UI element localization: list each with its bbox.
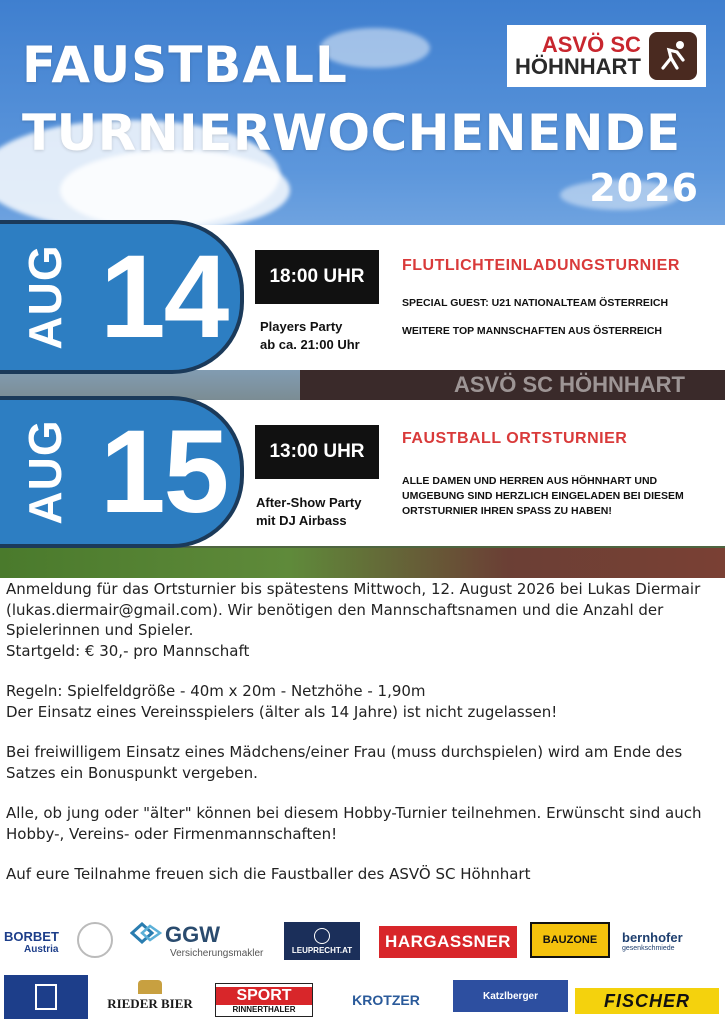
- info-club-player-rule: Der Einsatz eines Vereinsspielers (älter als 14 Jahre) ist nicht zugelassen!: [6, 702, 558, 721]
- sponsor-leuprecht: [284, 922, 360, 960]
- info-text: [6, 579, 721, 885]
- date-day-2: 15: [100, 406, 228, 538]
- date-month-1: AUG: [19, 244, 71, 350]
- title-line-2: TURNIERWOCHENENDE: [22, 104, 681, 162]
- date-pill-2: [0, 396, 244, 548]
- sponsor-leuprecht-name: LEUPRECHT.AT: [291, 945, 353, 955]
- sponsor-bernhofer-name: bernhofer: [622, 930, 683, 945]
- sponsor-borbet-name: BORBET: [4, 929, 59, 944]
- sponsor-bernhofer: [622, 924, 722, 958]
- event-party-1-line2: ab ca. 21:00 Uhr: [260, 337, 360, 353]
- sponsor-fischer: FISCHER: [575, 988, 719, 1014]
- sponsor-rieder: [104, 976, 196, 1016]
- event-1-detail-1: SPECIAL GUEST: U21 NATIONALTEAM ÖSTERREICH: [402, 297, 669, 309]
- event-time-1: 18:00 UHR: [255, 250, 379, 304]
- ggw-chevron-icon: [130, 922, 162, 944]
- sponsor-borbet-sub: Austria: [24, 944, 59, 955]
- date-month-2: AUG: [19, 419, 71, 525]
- sponsor-hargassner: HARGASSNER: [379, 926, 517, 958]
- event-year: 2026: [589, 166, 699, 210]
- event-party-2-line2: mit DJ Airbass: [256, 513, 347, 529]
- sponsor-krotzer: KROTZER: [352, 992, 420, 1008]
- sponsor-map-tile: [4, 975, 88, 1019]
- event-time-2: 13:00 UHR: [255, 425, 379, 479]
- building-sign: ASVÖ SC HÖHNHART: [453, 372, 685, 397]
- event-2-detail-1: ALLE DAMEN UND HERREN AUS HÖHNHART UND UMGEBUNG SIND HERZLICH EINGELADEN BEI DIESEM ORTSTURNIER IHREN SPASS ZU HABEN!: [402, 475, 684, 518]
- event-party-2-line1: After-Show Party: [256, 495, 362, 510]
- event-party-2: [256, 494, 361, 530]
- info-fee: Startgeld: € 30,- pro Mannschaft: [6, 641, 250, 660]
- event-party-1-line1: Players Party: [260, 319, 343, 334]
- event-title-1: FLUTLICHTEINLADUNGSTURNIER: [402, 257, 680, 274]
- club-logo-line2: HÖHNHART: [515, 54, 641, 79]
- field-ground: [0, 548, 725, 578]
- club-logo-line1: ASVÖ SC: [541, 32, 641, 57]
- sponsor-sport: [215, 983, 313, 1017]
- sponsor-katzlberger: Katzlberger: [453, 980, 568, 1012]
- sponsor-sport-name: SPORT: [216, 987, 312, 1005]
- event-1-detail-2: WEITERE TOP MANNSCHAFTEN AUS ÖSTERREICH: [402, 325, 662, 337]
- sponsor-ggw-name: GGW: [165, 921, 220, 947]
- event-title-2: FAUSTBALL ORTSTURNIER: [402, 430, 628, 447]
- info-rules: Regeln: Spielfeldgröße - 40m x 20m - Netzhöhe - 1,90m: [6, 682, 426, 700]
- cloud: [60, 150, 290, 230]
- sponsor-ggw-sub: Versicherungsmakler: [170, 947, 264, 959]
- info-closing: Auf eure Teilnahme freuen sich die Faustballer des ASVÖ SC Höhnhart: [6, 865, 531, 883]
- sponsor-rieder-name: RIEDER BIER: [107, 996, 193, 1011]
- fistball-player-icon: [649, 32, 697, 80]
- event-party-1: [260, 318, 360, 354]
- title-line-1: FAUSTBALL: [22, 36, 348, 94]
- sponsor-bernhofer-sub: gesenkschmiede: [622, 945, 675, 952]
- sponsor-sport-sub: RINNERTHALER: [232, 1004, 296, 1014]
- info-bonus-rule: Bei freiwilligem Einsatz eines Mädchens/einer Frau (muss durchspielen) wird am Ende des Satzes ein Bonuspunkt vergeben.: [6, 743, 683, 782]
- wheel-icon: [77, 922, 113, 958]
- date-pill-1: [0, 220, 244, 374]
- club-logo: [507, 25, 706, 87]
- date-day-1: 14: [100, 231, 228, 363]
- info-registration: Anmeldung für das Ortsturnier bis spätestens Mittwoch, 12. August 2026 bei Lukas Diermair (lukas.diermair@gmail.com). Wir benötigen den Mannschaftsnamen und die Anzahl der Spielerinnen und Spieler.: [6, 580, 701, 639]
- sponsor-bauzone: BAUZONE: [530, 922, 610, 958]
- info-participation: Alle, ob jung oder "älter" können bei diesem Hobby-Turnier teilnehmen. Erwünscht sind auch Hobby-, Vereins- oder Firmenmannschaften!: [6, 804, 702, 843]
